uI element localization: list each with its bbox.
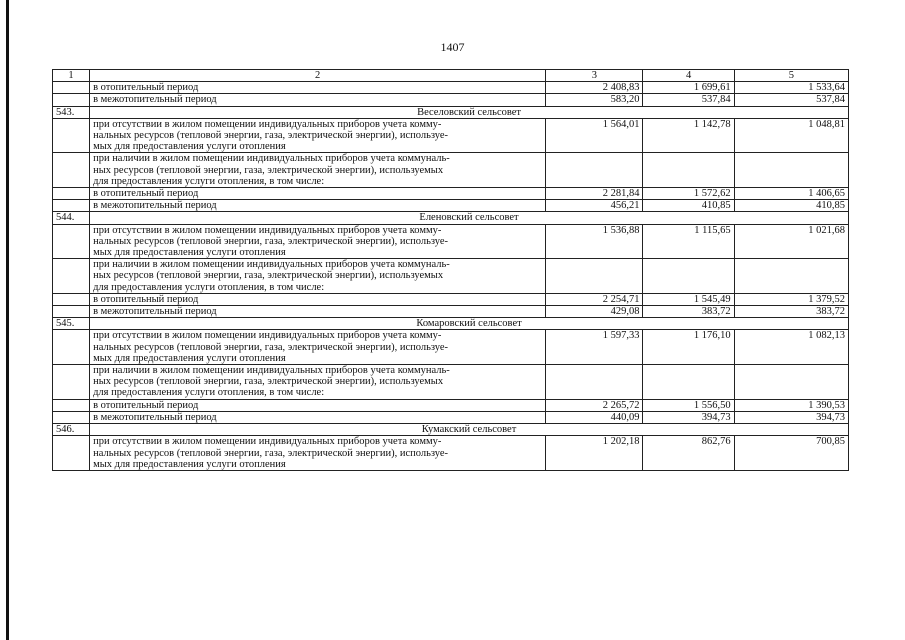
value-col-3: 456,21 — [546, 200, 643, 212]
table-row — [53, 153, 849, 188]
row-number — [53, 411, 90, 423]
section-title: Еленовский сельсовет — [90, 212, 849, 224]
section-title: Веселовский сельсовет — [90, 106, 849, 118]
value-col-5: 537,84 — [734, 94, 848, 106]
value-col-3: 583,20 — [546, 94, 643, 106]
table-row — [53, 306, 849, 318]
value-col-4 — [643, 365, 734, 400]
row-description: в отопительный период — [90, 188, 546, 200]
value-col-3: 2 265,72 — [546, 399, 643, 411]
row-description: в отопительный период — [90, 82, 546, 94]
row-number — [53, 118, 90, 153]
table-row — [53, 118, 849, 153]
value-col-4: 394,73 — [643, 411, 734, 423]
value-col-3: 1 536,88 — [546, 224, 643, 259]
column-header: 5 — [734, 70, 848, 82]
value-col-5: 1 406,65 — [734, 188, 848, 200]
value-col-5: 700,85 — [734, 436, 848, 471]
value-col-5: 394,73 — [734, 411, 848, 423]
section-title: Кумакский сельсовет — [90, 424, 849, 436]
section-row — [53, 424, 849, 436]
value-col-3 — [546, 365, 643, 400]
row-description: в межотопительный период — [90, 94, 546, 106]
table-row — [53, 82, 849, 94]
column-header: 1 — [53, 70, 90, 82]
value-col-3 — [546, 153, 643, 188]
value-col-4: 410,85 — [643, 200, 734, 212]
row-number — [53, 330, 90, 365]
section-title: Комаровский сельсовет — [90, 318, 849, 330]
row-number: 543. — [53, 106, 90, 118]
row-number — [53, 94, 90, 106]
row-description: при наличии в жилом помещении индивидуальных приборов учета коммуналь- ных ресурсов (тепловой энергии, газа, электрической энергии), используемых для предоставления услуги отопления, в том числе: — [90, 365, 546, 400]
value-col-4: 1 556,50 — [643, 399, 734, 411]
row-description: при наличии в жилом помещении индивидуальных приборов учета коммуналь- ных ресурсов (тепловой энергии, газа, электрической энергии), используемых для предоставления услуги отопления, в том числе: — [90, 153, 546, 188]
value-col-4: 1 545,49 — [643, 293, 734, 305]
row-number — [53, 365, 90, 400]
row-number — [53, 399, 90, 411]
row-description: в отопительный период — [90, 293, 546, 305]
value-col-5 — [734, 365, 848, 400]
value-col-4: 1 572,62 — [643, 188, 734, 200]
row-number — [53, 188, 90, 200]
column-header: 3 — [546, 70, 643, 82]
value-col-5: 1 533,64 — [734, 82, 848, 94]
value-col-4: 1 142,78 — [643, 118, 734, 153]
value-col-5: 1 379,52 — [734, 293, 848, 305]
value-col-5 — [734, 259, 848, 294]
row-description: при отсутствии в жилом помещении индивидуальных приборов учета комму- нальных ресурсов (тепловой энергии, газа, электрической энергии), используе- мых для предоставления услуги отопления — [90, 118, 546, 153]
table-row — [53, 224, 849, 259]
value-col-5: 1 082,13 — [734, 330, 848, 365]
value-col-3: 2 408,83 — [546, 82, 643, 94]
row-description: в отопительный период — [90, 399, 546, 411]
row-number — [53, 259, 90, 294]
row-description: в межотопительный период — [90, 200, 546, 212]
row-description: при отсутствии в жилом помещении индивидуальных приборов учета комму- нальных ресурсов (тепловой энергии, газа, электрической энергии), используе- мых для предоставления услуги отопления — [90, 330, 546, 365]
table-row — [53, 436, 849, 471]
value-col-3: 1 202,18 — [546, 436, 643, 471]
table-row — [53, 411, 849, 423]
value-col-4: 1 176,10 — [643, 330, 734, 365]
value-col-5: 410,85 — [734, 200, 848, 212]
section-row — [53, 318, 849, 330]
row-number — [53, 82, 90, 94]
value-col-3: 440,09 — [546, 411, 643, 423]
value-col-4: 537,84 — [643, 94, 734, 106]
row-description: при наличии в жилом помещении индивидуальных приборов учета коммуналь- ных ресурсов (тепловой энергии, газа, электрической энергии), используемых для предоставления услуги отопления, в том числе: — [90, 259, 546, 294]
row-number — [53, 153, 90, 188]
value-col-3: 2 281,84 — [546, 188, 643, 200]
value-col-4 — [643, 259, 734, 294]
value-col-5: 1 048,81 — [734, 118, 848, 153]
value-col-5: 1 021,68 — [734, 224, 848, 259]
value-col-4 — [643, 153, 734, 188]
section-row — [53, 106, 849, 118]
table-row — [53, 365, 849, 400]
value-col-3: 429,08 — [546, 306, 643, 318]
row-number: 544. — [53, 212, 90, 224]
row-description: в межотопительный период — [90, 411, 546, 423]
column-header: 4 — [643, 70, 734, 82]
table-row — [53, 200, 849, 212]
table-body — [53, 82, 849, 471]
value-col-5: 383,72 — [734, 306, 848, 318]
row-number — [53, 224, 90, 259]
section-row — [53, 212, 849, 224]
row-number — [53, 306, 90, 318]
row-number: 545. — [53, 318, 90, 330]
tariff-table — [52, 69, 849, 471]
row-description: при отсутствии в жилом помещении индивидуальных приборов учета комму- нальных ресурсов (тепловой энергии, газа, электрической энергии), используе- мых для предоставления услуги отопления — [90, 224, 546, 259]
table-header-row — [53, 70, 849, 82]
value-col-4: 1 115,65 — [643, 224, 734, 259]
page-number: 1407 — [440, 40, 465, 54]
binding-edge — [6, 0, 9, 640]
value-col-4: 383,72 — [643, 306, 734, 318]
table-row — [53, 399, 849, 411]
value-col-5: 1 390,53 — [734, 399, 848, 411]
row-number — [53, 293, 90, 305]
value-col-5 — [734, 153, 848, 188]
table-row — [53, 330, 849, 365]
row-number — [53, 436, 90, 471]
row-description: при отсутствии в жилом помещении индивидуальных приборов учета комму- нальных ресурсов (тепловой энергии, газа, электрической энергии), используе- мых для предоставления услуги отопления — [90, 436, 546, 471]
table-row — [53, 259, 849, 294]
row-description: в межотопительный период — [90, 306, 546, 318]
table-row — [53, 94, 849, 106]
value-col-4: 862,76 — [643, 436, 734, 471]
table-row — [53, 188, 849, 200]
column-header: 2 — [90, 70, 546, 82]
row-number: 546. — [53, 424, 90, 436]
table-row — [53, 293, 849, 305]
value-col-3: 2 254,71 — [546, 293, 643, 305]
value-col-3 — [546, 259, 643, 294]
value-col-4: 1 699,61 — [643, 82, 734, 94]
value-col-3: 1 564,01 — [546, 118, 643, 153]
row-number — [53, 200, 90, 212]
value-col-3: 1 597,33 — [546, 330, 643, 365]
